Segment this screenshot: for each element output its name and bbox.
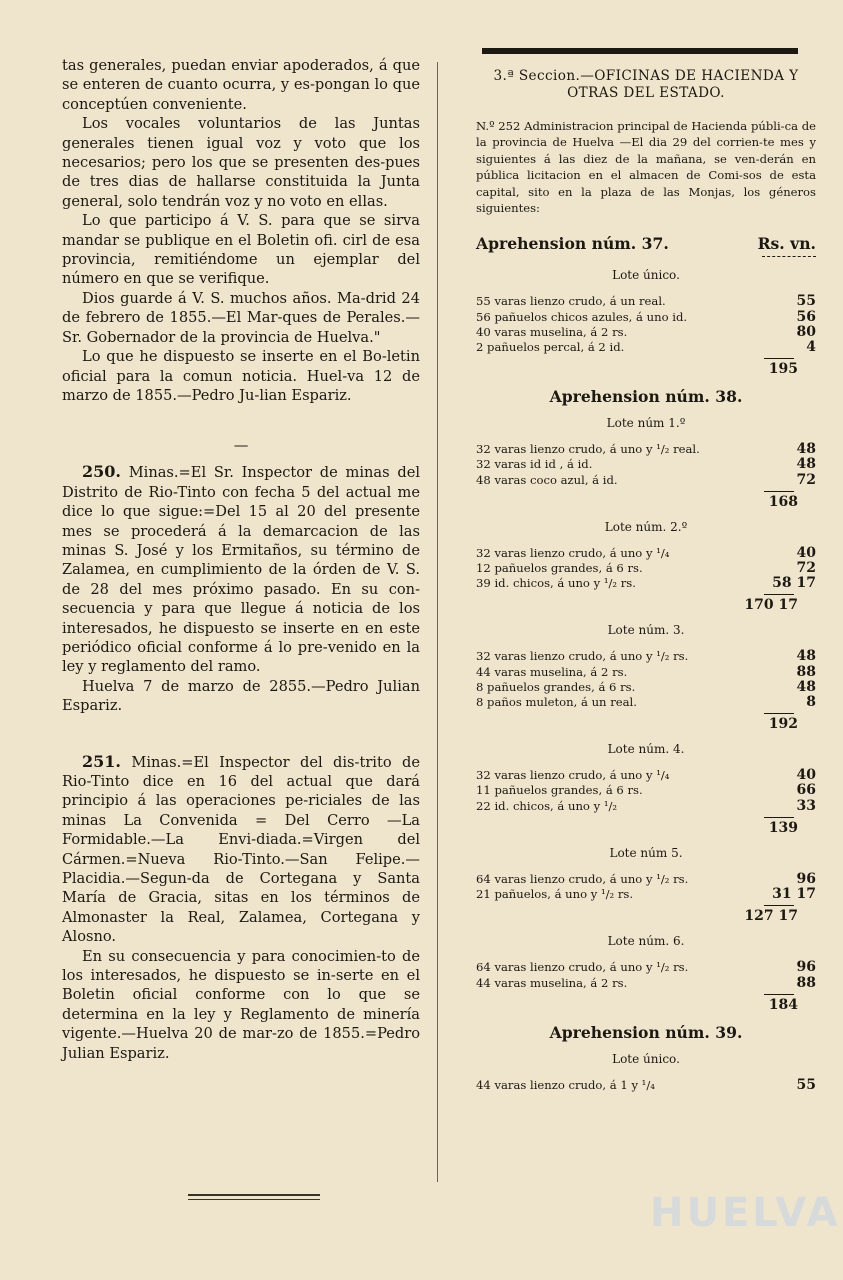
lot-total: 139 [768, 819, 798, 836]
line-item-description: 64 varas lienzo crudo, á uno y ¹/₂ rs. [476, 960, 689, 975]
line-item-amount: 88 [796, 974, 816, 991]
paragraph: Los vocales voluntarios de las Juntas generales tienen igual voz y voto que los necesarios; pero los que se presenten des-pues de tres dias de hallarse constituida la Junta general, solo tendrán voz y no voto en ellas. [62, 115, 420, 210]
line-item [476, 680, 816, 695]
line-item [476, 340, 816, 355]
lot-total: 195 [768, 361, 798, 378]
line-item-amount: 40 [796, 767, 816, 784]
line-item-description: 21 pañuelos, á uno y ¹/₂ rs. [476, 887, 634, 902]
line-item-amount: 88 [796, 663, 816, 680]
bottom-rule [188, 1199, 320, 1200]
item-list [476, 1078, 816, 1093]
article-number: 250. [82, 462, 121, 482]
item-list [476, 294, 816, 355]
line-item [476, 325, 816, 340]
line-item-amount: 72 [796, 471, 816, 488]
line-item [476, 294, 816, 309]
lot-total: 127 17 [744, 908, 798, 925]
total-rule [764, 817, 794, 818]
lot-total: 184 [768, 996, 798, 1013]
line-item [476, 561, 816, 576]
line-item [476, 457, 816, 472]
line-item-amount: 56 [796, 308, 816, 325]
total-rule [764, 905, 794, 906]
paragraph: En su consecuencia y para conocimien-to de los interesados, he dispuesto se in-serte en el Boletin oficial conforme con lo que se determina en la ley y Reglamento de minería vigente.—Huelva 20 de mar-zo de 1855.=Pedro Julian Espariz. [62, 947, 420, 1062]
line-item-description: 32 varas id id , á id. [476, 457, 593, 472]
total-rule [764, 594, 794, 595]
paragraph: Lo que participo á V. S. para que se sirva mandar se publique en el Boletin ofi. cirl de esa provincia, remitiéndome un ejemplar del número en que se verifique. [62, 212, 420, 288]
lot-heading: Lote único. [612, 268, 680, 283]
line-item [476, 960, 816, 975]
line-item [476, 310, 816, 325]
line-item-amount: 40 [796, 544, 816, 561]
article-text: Minas.=El Inspector del dis-trito de Rio-Tinto dice en 16 del actual que dará principio á las operaciones pe-riciales de las minas La Convenida = Del Cerro —La Formidable.—La Envi-diada.=Virgen del Cármen.=Nueva Rio-Tinto.—San Felipe.—Placidia.—Segun-da de Cortegana y Santa María de Gracia, sitas en los términos de Almonaster la Real, Zalamea, Cortegana y Alosno. [62, 753, 421, 946]
paragraph: Dios guarde á V. S. muchos años. Ma-drid 24 de febrero de 1855.—El Mar-ques de Perales.—Sr. Gobernador de la provincia de Huelva." [62, 289, 420, 346]
line-item [476, 442, 816, 457]
line-item [476, 1078, 816, 1093]
top-rule [482, 48, 798, 54]
line-item-description: 40 varas muselina, á 2 rs. [476, 324, 628, 339]
lot-heading: Lote núm. 6. [607, 934, 685, 949]
line-item-description: 11 pañuelos grandes, á 6 rs. [476, 783, 643, 798]
line-item-description: 8 paños muleton, á un real. [476, 695, 637, 710]
line-item-amount: 96 [796, 959, 816, 976]
separator-dash: — [233, 437, 249, 455]
line-item-amount: 55 [796, 1076, 816, 1093]
line-item [476, 473, 816, 488]
line-item-amount: 4 [806, 339, 816, 356]
section-heading: 3.ª Seccion.—OFICINAS DE HACIENDA Y OTRAS DEL ESTADO. [493, 68, 799, 101]
line-item-description: 39 id. chicos, á uno y ¹/₂ rs. [476, 576, 636, 591]
line-item [476, 799, 816, 814]
line-item-description: 44 varas muselina, á 2 rs. [476, 664, 628, 679]
intro-paragraph: N.º 252 Administracion principal de Hacienda públi-ca de la provincia de Huelva —El dia 29 del corrien-te mes y siguientes á las diez de la mañana, se ven-derán en pública licitacion en el almacen de Comi-sos de esta capital, sito en la plaza de las Monjas, los géneros siguientes: [476, 119, 816, 216]
line-item [476, 576, 816, 591]
line-item-amount: 8 [806, 694, 816, 711]
item-list [476, 649, 816, 710]
line-item-description: 44 varas muselina, á 2 rs. [476, 975, 628, 990]
line-item-amount: 72 [796, 560, 816, 577]
paragraph: Lo que he dispuesto se inserte en el Bo-letin oficial para la comun noticia. Huel-va 12 de marzo de 1855.—Pedro Ju-lian Espariz. [62, 348, 420, 404]
line-item [476, 665, 816, 680]
line-item [476, 768, 816, 783]
line-item-amount: 80 [796, 323, 816, 340]
article-250 [62, 462, 420, 676]
line-item-amount: 55 [796, 293, 816, 310]
line-item-amount: 58 17 [772, 575, 816, 592]
paragraph: Huelva 7 de marzo de 2855.—Pedro Julian Espariz. [62, 677, 420, 715]
line-item [476, 872, 816, 887]
line-item-description: 22 id. chicos, á uno y ¹/₂ [476, 798, 618, 813]
total-rule [764, 713, 794, 714]
line-item-description: 32 varas lienzo crudo, á uno y ¹/₂ real. [476, 442, 700, 457]
line-item-description: 44 varas lienzo crudo, á 1 y ¹/₄ [476, 1077, 655, 1092]
item-list [476, 768, 816, 814]
line-item-amount: 48 [796, 456, 816, 473]
item-list [476, 442, 816, 488]
line-item-amount: 33 [796, 797, 816, 814]
article-251 [62, 752, 420, 947]
line-item-description: 48 varas coco azul, á id. [476, 472, 618, 487]
line-item [476, 546, 816, 561]
column-divider [437, 62, 438, 1182]
left-column [62, 56, 420, 1063]
line-item-description: 32 varas lienzo crudo, á uno y ¹/₄ [476, 545, 670, 560]
line-item [476, 887, 816, 902]
right-column [476, 48, 816, 1093]
article-text: Minas.=El Sr. Inspector de minas del Distrito de Rio-Tinto con fecha 5 del actual me dice lo que sigue:=Del 15 al 20 del presente mes se procederá á la demarcacion de las minas S. José y los Ermitaños, su término de Zalamea, en cumplimiento de la órden de V. S. de 28 del mes próximo pasado. En su con-secuencia y para que llegue á noticia de los interesados, he dispuesto se inserte en en este periódico oficial conforme á lo pre-venido en la ley y reglamento del ramo. [62, 464, 420, 676]
lot-total: 168 [768, 493, 798, 510]
lot-heading: Lote núm 5. [609, 845, 683, 860]
lot-heading: Lote único. [612, 1051, 680, 1066]
apprehension-title: Aprehension núm. 39. [549, 1022, 743, 1042]
bottom-rule [188, 1194, 320, 1196]
line-item-amount: 66 [796, 782, 816, 799]
line-item-description: 12 pañuelos grandes, á 6 rs. [476, 561, 643, 576]
item-list [476, 872, 816, 902]
currency-header: Rs. vn. [757, 234, 816, 254]
archive-stamp: HUELVA [650, 1190, 841, 1236]
line-item [476, 649, 816, 664]
apprehension-title: Aprehension núm. 38. [549, 387, 743, 407]
total-rule [764, 994, 794, 995]
line-item [476, 695, 816, 710]
line-item-description: 56 pañuelos chicos azules, á uno id. [476, 309, 688, 324]
lot-heading: Lote núm 1.º [606, 416, 686, 431]
line-item-description: 8 pañuelos grandes, á 6 rs. [476, 679, 636, 694]
line-item-amount: 48 [796, 678, 816, 695]
line-item-description: 32 varas lienzo crudo, á uno y ¹/₄ [476, 768, 670, 783]
line-item-amount: 96 [796, 870, 816, 887]
lot-total: 192 [768, 716, 798, 733]
item-list [476, 960, 816, 990]
line-item-description: 55 varas lienzo crudo, á un real. [476, 294, 666, 309]
line-item-description: 64 varas lienzo crudo, á uno y ¹/₂ rs. [476, 871, 689, 886]
total-rule [764, 358, 794, 359]
line-item-amount: 48 [796, 441, 816, 458]
line-item-amount: 31 17 [772, 886, 816, 903]
article-number: 251. [82, 751, 121, 771]
paragraph: tas generales, puedan enviar apoderados, á que se enteren de cuanto ocurra, y es-pongan lo que conceptúen conveniente. [62, 57, 420, 113]
total-rule [764, 491, 794, 492]
lot-heading: Lote núm. 2.º [604, 519, 688, 534]
apprehension-heading [476, 234, 816, 253]
lot-heading: Lote núm. 3. [607, 623, 685, 638]
apprehension-title: Aprehension núm. 37. [476, 234, 669, 254]
item-list [476, 546, 816, 592]
line-item [476, 783, 816, 798]
currency-underline [762, 256, 816, 258]
line-item-description: 2 pañuelos percal, á 2 id. [476, 340, 625, 355]
line-item-amount: 48 [796, 648, 816, 665]
lot-heading: Lote núm. 4. [607, 742, 685, 757]
line-item-description: 32 varas lienzo crudo, á uno y ¹/₂ rs. [476, 649, 689, 664]
line-item [476, 976, 816, 991]
lot-total: 170 17 [744, 597, 798, 614]
